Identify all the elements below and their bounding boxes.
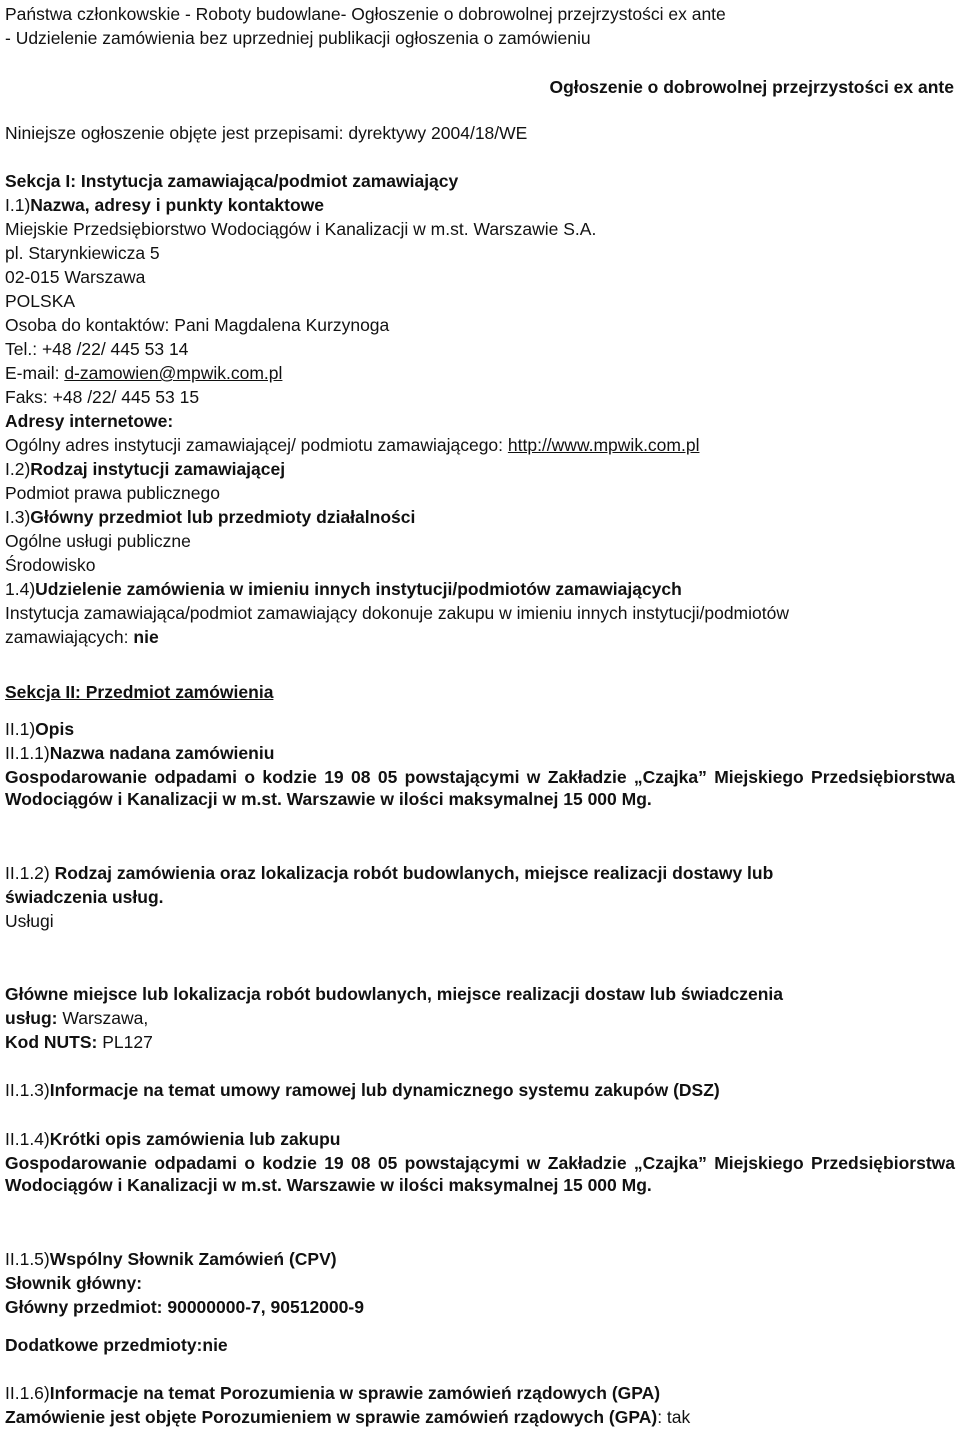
- contract-type-value: Usługi: [5, 911, 54, 931]
- short-description-text: Gospodarowanie odpadami o kodzie 19 08 05 powstającymi w Zakładzie „Czajka” Miejskiego Przedsiębiorstwa Wodociągów i Kanalizacji w m.st. Warszawie w ilości maksymalnej 15 000 Mg.: [5, 1153, 955, 1195]
- cpv-additional: Dodatkowe przedmioty:nie: [5, 1335, 228, 1355]
- nuts-value: PL127: [102, 1032, 153, 1052]
- location-value: Warszawa,: [62, 1008, 149, 1028]
- email-label: E-mail:: [5, 363, 65, 383]
- internet-addresses-label: Adresy internetowe:: [5, 411, 174, 431]
- doc-title-line-2: - Udzielenie zamówienia bez uprzedniej publikacji ogłoszenia o zamówieniu: [5, 28, 591, 48]
- heading-ii12-title-1: Rodzaj zamówienia oraz lokalizacja robót budowlanych, miejsce realizacji dostawy lub: [54, 863, 774, 883]
- fax-line: Faks: +48 /22/ 445 53 15: [5, 387, 200, 407]
- location-line: [5, 1007, 148, 1029]
- heading-i2: [5, 458, 285, 480]
- heading-ii16-title: Informacje na temat Porozumienia w sprawie zamówień rządowych (GPA): [49, 1383, 661, 1403]
- heading-ii15-number: II.1.5): [5, 1249, 50, 1269]
- institution-city: 02-015 Warszawa: [5, 267, 146, 287]
- phone-line: Tel.: +48 /22/ 445 53 14: [5, 339, 189, 359]
- on-behalf-label: zamawiających:: [5, 627, 134, 647]
- general-address-label: Ogólny adres instytucji zamawiającej/ podmiotu zamawiającego:: [5, 435, 508, 455]
- heading-ii11-title: Nazwa nadana zamówieniu: [49, 743, 275, 763]
- heading-i1-title: Nazwa, adresy i punkty kontaktowe: [30, 195, 324, 215]
- heading-i4-number: 1.4): [5, 579, 36, 599]
- heading-ii1-title: Opis: [35, 719, 75, 739]
- heading-ii11: [5, 742, 274, 764]
- contract-name-text: Gospodarowanie odpadami o kodzie 19 08 05 powstającymi w Zakładzie „Czajka” Miejskiego Przedsiębiorstwa Wodociągów i Kanalizacji w m.st. Warszawie w ilości maksymalnej 15 000 Mg.: [5, 767, 955, 809]
- nuts-line: [5, 1031, 153, 1053]
- cpv-main-label: Słownik główny:: [5, 1273, 143, 1293]
- on-behalf-text-1: Instytucja zamawiająca/podmiot zamawiający dokonuje zakupu w imieniu innych instytucji/podmiotów: [5, 603, 789, 623]
- location-label-1: Główne miejsce lub lokalizacja robót budowlanych, miejsce realizacji dostaw lub świadczenia: [5, 984, 784, 1004]
- section-1-title: Sekcja I: Instytucja zamawiająca/podmiot zamawiający: [5, 171, 459, 191]
- heading-i3-number: I.3): [5, 507, 31, 527]
- heading-i2-number: I.2): [5, 459, 31, 479]
- general-address-link[interactable]: http://www.mpwik.com.pl: [507, 435, 700, 455]
- cpv-main-subject: Główny przedmiot: 90000000-7, 90512000-9: [5, 1297, 364, 1317]
- institution-country: POLSKA: [5, 291, 76, 311]
- on-behalf-value: nie: [133, 627, 159, 647]
- institution-type-value: Podmiot prawa publicznego: [5, 483, 220, 503]
- heading-i4-title: Udzielenie zamówienia w imieniu innych instytucji/podmiotów zamawiających: [35, 579, 682, 599]
- directive-line: Niniejsze ogłoszenie objęte jest przepisami: dyrektywy 2004/18/WE: [5, 123, 528, 143]
- heading-ii13-title: Informacje na temat umowy ramowej lub dynamicznego systemu zakupów (DSZ): [49, 1080, 720, 1100]
- section-2-title: Sekcja II: Przedmiot zamówienia: [5, 682, 274, 702]
- heading-ii13-number: II.1.3): [5, 1080, 50, 1100]
- heading-ii15: [5, 1248, 337, 1270]
- general-address-line: [5, 434, 699, 456]
- heading-ii11-number: II.1.1): [5, 743, 50, 763]
- heading-ii14: [5, 1128, 340, 1150]
- heading-i1: [5, 194, 324, 216]
- heading-i3-title: Główny przedmiot lub przedmioty działalności: [30, 507, 416, 527]
- heading-ii12: [5, 862, 773, 884]
- heading-i3: [5, 506, 415, 528]
- location-label-2: usług:: [5, 1008, 63, 1028]
- heading-i1-number: I.1): [5, 195, 31, 215]
- heading-ii16: [5, 1382, 660, 1404]
- heading-ii12-number: II.1.2): [5, 863, 55, 883]
- doc-title-line-1: Państwa członkowskie - Roboty budowlane- Ogłoszenie o dobrowolnej przejrzystości ex ante: [5, 4, 726, 24]
- heading-i2-title: Rodzaj instytucji zamawiającej: [30, 459, 286, 479]
- email-link[interactable]: d-zamowien@mpwik.com.pl: [64, 363, 283, 383]
- gpa-text: Zamówienie jest objęte Porozumieniem w sprawie zamówień rządowych (GPA): [5, 1407, 658, 1427]
- activity-value-2: Środowisko: [5, 555, 96, 575]
- heading-ii14-number: II.1.4): [5, 1129, 50, 1149]
- heading-ii16-number: II.1.6): [5, 1383, 50, 1403]
- heading-ii15-title: Wspólny Słownik Zamówień (CPV): [49, 1249, 337, 1269]
- institution-name: Miejskie Przedsiębiorstwo Wodociągów i Kanalizacji w m.st. Warszawie S.A.: [5, 219, 597, 239]
- institution-street: pl. Starynkiewicza 5: [5, 243, 160, 263]
- heading-ii12-title-2: świadczenia usług.: [5, 887, 164, 907]
- gpa-line: [5, 1406, 690, 1428]
- contact-person: Osoba do kontaktów: Pani Magdalena Kurzynoga: [5, 315, 390, 335]
- heading-i4: [5, 578, 682, 600]
- heading-ii13: [5, 1079, 720, 1101]
- on-behalf-text-2: [5, 626, 159, 648]
- heading-ii14-title: Krótki opis zamówienia lub zakupu: [49, 1129, 341, 1149]
- heading-ii1-number: II.1): [5, 719, 36, 739]
- notice-type-heading: Ogłoszenie o dobrowolnej przejrzystości ex ante: [549, 77, 954, 97]
- nuts-label: Kod NUTS:: [5, 1032, 103, 1052]
- gpa-value: : tak: [657, 1407, 691, 1427]
- activity-value-1: Ogólne usługi publiczne: [5, 531, 191, 551]
- heading-ii1: [5, 718, 74, 740]
- email-line: [5, 362, 282, 384]
